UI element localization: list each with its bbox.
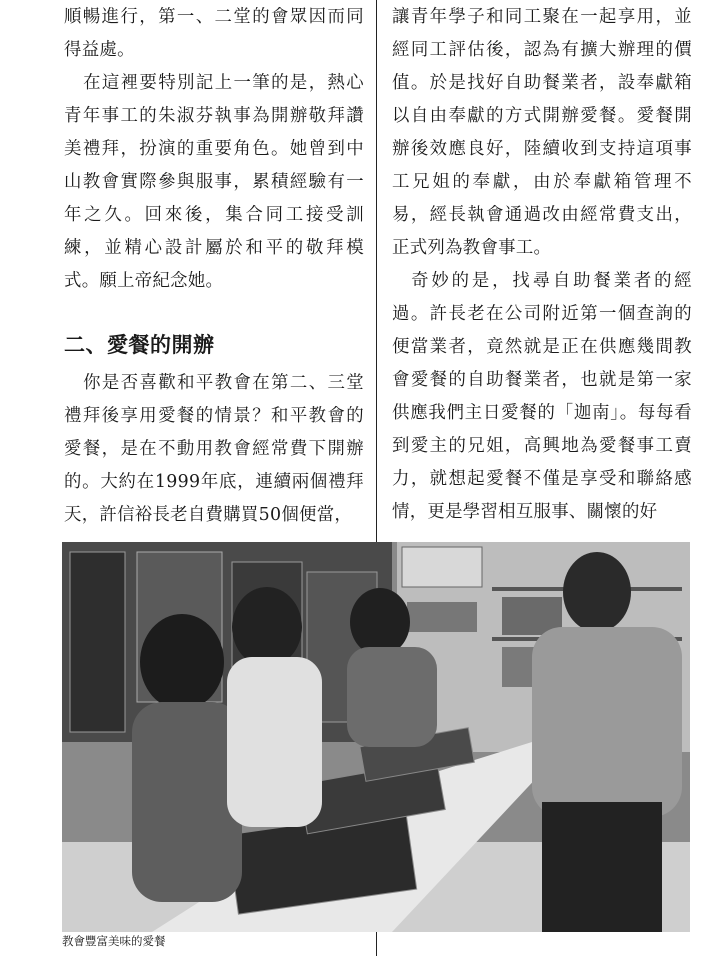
paragraph-deacon: 在這裡要特別記上一筆的是，熱心青年事工的朱淑芬執事為開辦敬拜讚美禮拜，扮演的重要角色。她曾到中山教會實際參與服事，累積經驗有一年之久。回來後，集合同工接受訓練，並精心設計屬於和平的敬拜模式。願上帝紀念她。	[64, 73, 364, 291]
left-column	[64, 0, 364, 532]
paragraph-love-feast: 你是否喜歡和平教會在第二、三堂禮拜後享用愛餐的情景？和平教會的愛餐，是在不動用教會經常費下開辦的。大約在1999年底，連續兩個禮拜天，許信裕長老自費購買50個便當，	[64, 373, 364, 525]
section-heading: 二、愛餐的開辦	[64, 333, 215, 357]
paragraph-continuation: 順暢進行，第一、二堂的會眾因而同得益處。	[64, 7, 364, 60]
right-column	[392, 0, 692, 529]
photo-illustration	[62, 542, 690, 932]
photo-caption: 教會豐富美味的愛餐	[62, 934, 166, 948]
paragraph-caterer: 奇妙的是，找尋自助餐業者的經過。許長老在公司附近第一個查詢的便當業者，竟然就是正在供應幾間教會愛餐的自助餐業者，也就是第一家供應我們主日愛餐的「迦南」。每每看到愛主的兄姐，高興地為愛餐事工賣力，就想起愛餐不僅是享受和聯絡感情，更是學習相互服事、關懷的好	[392, 271, 692, 522]
paragraph-continuation-right: 讓青年學子和同工聚在一起享用，並經同工評估後，認為有擴大辦理的價值。於是找好自助餐業者，設奉獻箱以自由奉獻的方式開辦愛餐。愛餐開辦後效應良好，陸續收到支持這項事工兄姐的奉獻，由於奉獻箱管理不易，經長執會通過改由經常費支出，正式列為教會事工。	[392, 7, 692, 258]
love-feast-photo	[62, 542, 690, 932]
